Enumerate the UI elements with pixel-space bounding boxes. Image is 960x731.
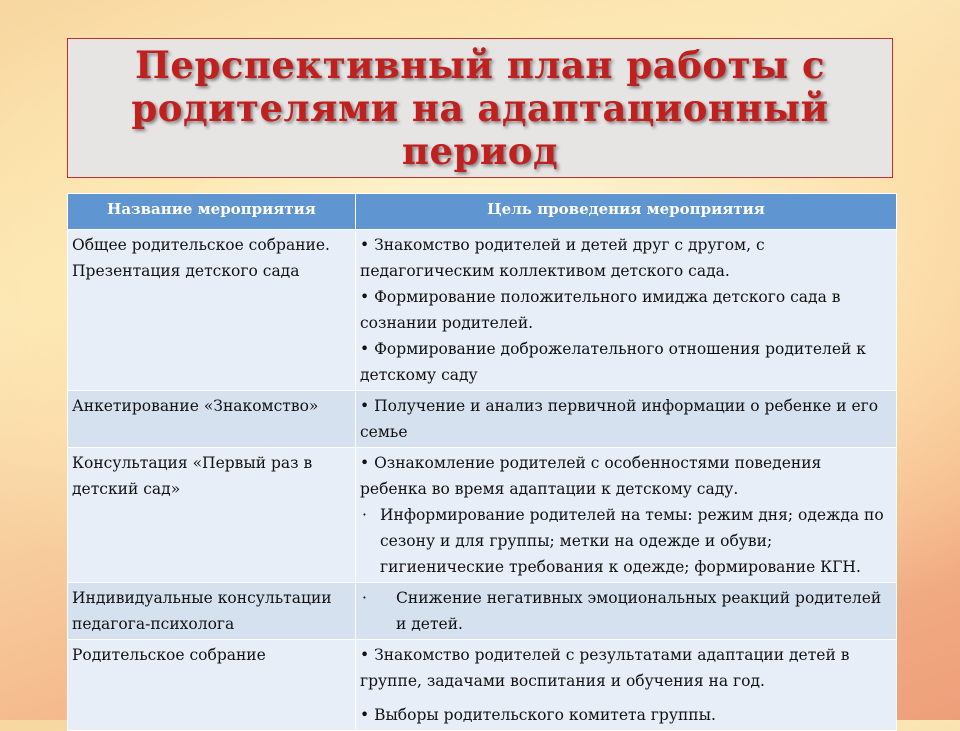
- event-name-cell: Общее родительское собрание. Презентация детского сада: [68, 230, 356, 391]
- plan-table: [67, 193, 897, 731]
- table-row: [68, 640, 897, 731]
- event-name-cell: Анкетирование «Знакомство»: [68, 391, 356, 448]
- table-row: [68, 583, 897, 640]
- goal-item: • Получение и анализ первичной информации о ребенке и его семье: [360, 397, 879, 441]
- bullet-icon: ·: [362, 506, 367, 524]
- table-row: [68, 230, 897, 391]
- bullet-icon: ·: [362, 589, 367, 607]
- goal-item: [360, 502, 893, 580]
- goal-item: • Знакомство родителей с результатами адаптации детей в группе, задачами воспитания и обучения на год.: [360, 646, 850, 690]
- header-event-name: Название мероприятия: [68, 194, 356, 230]
- goal-item: • Знакомство родителей и детей друг с другом, с педагогическим коллективом детского сада.: [360, 236, 765, 280]
- event-name-cell: Консультация «Первый раз в детский сад»: [68, 448, 356, 583]
- event-goal-cell: [356, 230, 897, 391]
- slide-title-box: [67, 38, 893, 178]
- goal-item: • Формирование положительного имиджа детского сада в сознании родителей.: [360, 288, 841, 332]
- header-event-goal: Цель проведения мероприятия: [356, 194, 897, 230]
- event-goal-cell: [356, 640, 897, 731]
- event-name-cell: Индивидуальные консультации педагога-психолога: [68, 583, 356, 640]
- event-goal-cell: [356, 448, 897, 583]
- event-goal-cell: [356, 391, 897, 448]
- slide-title-line-3: период: [401, 128, 559, 173]
- event-goal-cell: [356, 583, 897, 640]
- goal-item-text: Снижение негативных эмоциональных реакций родителей и детей.: [396, 589, 882, 633]
- goal-item: • Ознакомление родителей с особенностями поведения ребенка во время адаптации к детскому саду.: [360, 454, 822, 498]
- goal-item: • Формирование доброжелательного отношения родителей к детскому саду: [360, 340, 866, 384]
- slide-title-line-1: Перспективный план работы с: [134, 42, 826, 87]
- goal-item-text: Информирование родителей на темы: режим дня; одежда по сезону и для группы; метки на одежде и обуви; гигиенические требования к одежде; формирование КГН.: [380, 506, 884, 576]
- event-name-cell: Родительское собрание: [68, 640, 356, 731]
- table-row: [68, 391, 897, 448]
- table-header-row: [68, 194, 897, 230]
- slide-title-line-2: родителями на адаптационный: [131, 85, 829, 130]
- table-row: [68, 448, 897, 583]
- goal-item: [360, 585, 893, 637]
- goal-item: • Выборы родительского комитета группы.: [360, 706, 716, 724]
